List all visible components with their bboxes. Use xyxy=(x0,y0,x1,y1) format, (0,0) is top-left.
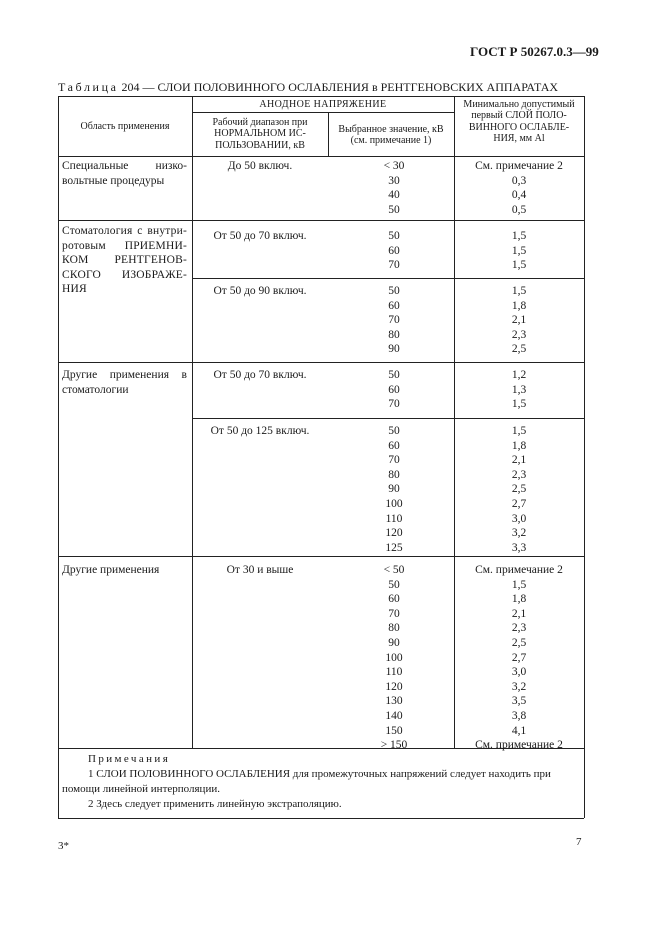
document-code: ГОСТ Р 50267.0.3—99 xyxy=(470,44,599,59)
range-cell: От 50 до 90 включ. xyxy=(213,285,307,297)
note-2: 2 Здесь следует применить линейную экстраполяцию. xyxy=(88,798,342,810)
value-cell: 70 xyxy=(388,314,400,327)
min-cell: 0,5 xyxy=(511,203,527,216)
min-cell: 4,1 xyxy=(511,724,527,737)
min-cell: 1,8 xyxy=(511,439,527,452)
range-cell: От 50 до 70 включ. xyxy=(213,369,307,381)
min-cell: 1,8 xyxy=(511,593,527,606)
value-cell: 130 xyxy=(385,695,403,708)
value-cell: 140 xyxy=(385,710,403,722)
area-cell: Другие применения в стоматологии xyxy=(62,369,187,396)
min-cell: 3,3 xyxy=(511,541,527,554)
min-cell: 1,2 xyxy=(511,369,527,381)
value-cell: 120 xyxy=(385,680,403,693)
value-cell: < 30 xyxy=(383,160,405,172)
min-cell: 2,5 xyxy=(511,637,527,649)
value-cell: 90 xyxy=(388,483,400,496)
table-title-number: 204 xyxy=(121,80,140,94)
area-cell: Специальные низко- вольтные процедуры xyxy=(62,160,187,187)
min-cell: 1,5 xyxy=(511,259,527,272)
min-cell: 3,5 xyxy=(511,695,527,708)
header-anode-voltage: АНОДНОЕ НАПРЯЖЕНИЕ xyxy=(259,99,387,110)
min-cell: 3,0 xyxy=(511,666,527,679)
min-cell: 2,7 xyxy=(511,498,527,510)
area-cell: Стоматология с внутри- ротовым ПРИЕМНИ- КОМ РЕНТГЕНОВ- СКОГО ИЗОБРАЖЕ- НИЯ xyxy=(62,225,187,296)
value-cell: 60 xyxy=(388,244,400,257)
range-cell: От 50 до 125 включ. xyxy=(210,425,310,437)
value-cell: 90 xyxy=(388,343,400,356)
min-cell: 2,7 xyxy=(511,651,527,664)
min-cell: 2,1 xyxy=(511,454,527,467)
value-cell: 80 xyxy=(388,468,400,481)
min-cell: 1,5 xyxy=(511,398,527,411)
min-cell: 0,4 xyxy=(511,189,527,202)
value-cell: 80 xyxy=(388,622,400,635)
min-cell: 1,5 xyxy=(511,244,527,257)
header-area: Область применения xyxy=(80,121,170,132)
value-cell: 30 xyxy=(388,174,400,187)
table-title xyxy=(58,80,558,95)
notes-heading: Примечания xyxy=(88,753,171,765)
value-cell: 70 xyxy=(388,259,400,272)
value-cell: 120 xyxy=(385,527,403,540)
min-cell: 1,5 xyxy=(511,578,527,591)
header-working-range: Рабочий диапазон при НОРМАЛЬНОМ ИС- ПОЛЬЗОВАНИИ, кВ xyxy=(212,117,308,151)
value-cell: 50 xyxy=(388,230,400,242)
value-cell: 50 xyxy=(388,369,400,381)
range-cell: От 50 до 70 включ. xyxy=(213,230,307,242)
value-cell: 60 xyxy=(388,439,400,452)
value-cell: 100 xyxy=(385,651,403,664)
min-cell: 2,3 xyxy=(511,622,527,635)
value-cell: 90 xyxy=(388,637,400,649)
range-cell: До 50 включ. xyxy=(227,160,293,172)
value-cell: 40 xyxy=(388,189,400,202)
value-cell: 125 xyxy=(385,541,403,554)
value-cell: 110 xyxy=(385,666,403,679)
min-cell: 1,5 xyxy=(511,425,527,437)
value-cell: 60 xyxy=(388,593,400,606)
value-cell: 50 xyxy=(388,578,400,591)
value-cell: 150 xyxy=(385,724,403,737)
value-cell: 70 xyxy=(388,607,400,620)
min-cell: См. примечание 2 xyxy=(475,160,563,172)
min-cell: 0,3 xyxy=(511,174,527,187)
min-cell: 3,8 xyxy=(511,710,527,722)
value-cell: 70 xyxy=(388,454,400,467)
table-title-prefix: Таблица xyxy=(58,80,119,94)
value-cell: 60 xyxy=(388,383,400,396)
value-cell: < 50 xyxy=(383,564,405,576)
min-cell: 1,3 xyxy=(511,383,527,396)
area-cell: Другие применения xyxy=(62,564,160,576)
value-cell: 100 xyxy=(385,498,403,510)
min-cell: См. примечание 2 xyxy=(475,564,563,576)
min-cell: 3,2 xyxy=(511,527,527,540)
header-min-hvl: Минимально допустимый первый СЛОЙ ПОЛО- ВИННОГО ОСЛАБЛЕ- НИЯ, мм Al xyxy=(463,99,575,145)
value-cell: 50 xyxy=(388,425,400,437)
min-cell: 3,2 xyxy=(511,680,527,693)
value-cell: > 150 xyxy=(380,739,408,752)
page-number: 7 xyxy=(576,836,582,848)
min-cell: 3,0 xyxy=(511,512,527,525)
note-1: 1 СЛОИ ПОЛОВИННОГО ОСЛАБЛЕНИЯ для промежуточных напряжений следует находить при помощи линейной интерполяции. xyxy=(62,768,551,795)
min-cell: 1,8 xyxy=(511,299,527,312)
table-title-text: — СЛОИ ПОЛОВИННОГО ОСЛАБЛЕНИЯ в РЕНТГЕНОВСКИХ АППАРАТАХ xyxy=(142,80,559,94)
value-cell: 50 xyxy=(388,203,400,216)
min-cell: 1,5 xyxy=(511,285,527,297)
header-selected-value: Выбранное значение, кВ (см. примечание 1) xyxy=(338,124,444,147)
min-cell: 2,3 xyxy=(511,328,527,341)
value-cell: 80 xyxy=(388,328,400,341)
range-cell: От 30 и выше xyxy=(226,564,294,576)
min-cell: 2,1 xyxy=(511,314,527,327)
min-cell: 2,3 xyxy=(511,468,527,481)
value-cell: 110 xyxy=(385,512,403,525)
value-cell: 70 xyxy=(388,398,400,411)
footer-mark: 3* xyxy=(58,840,69,852)
min-cell: 2,1 xyxy=(511,607,527,620)
min-cell: 2,5 xyxy=(511,343,527,356)
value-cell: 60 xyxy=(388,299,400,312)
value-cell: 50 xyxy=(388,285,400,297)
min-cell: См. примечание 2 xyxy=(475,739,563,752)
min-cell: 2,5 xyxy=(511,483,527,496)
min-cell: 1,5 xyxy=(511,230,527,242)
